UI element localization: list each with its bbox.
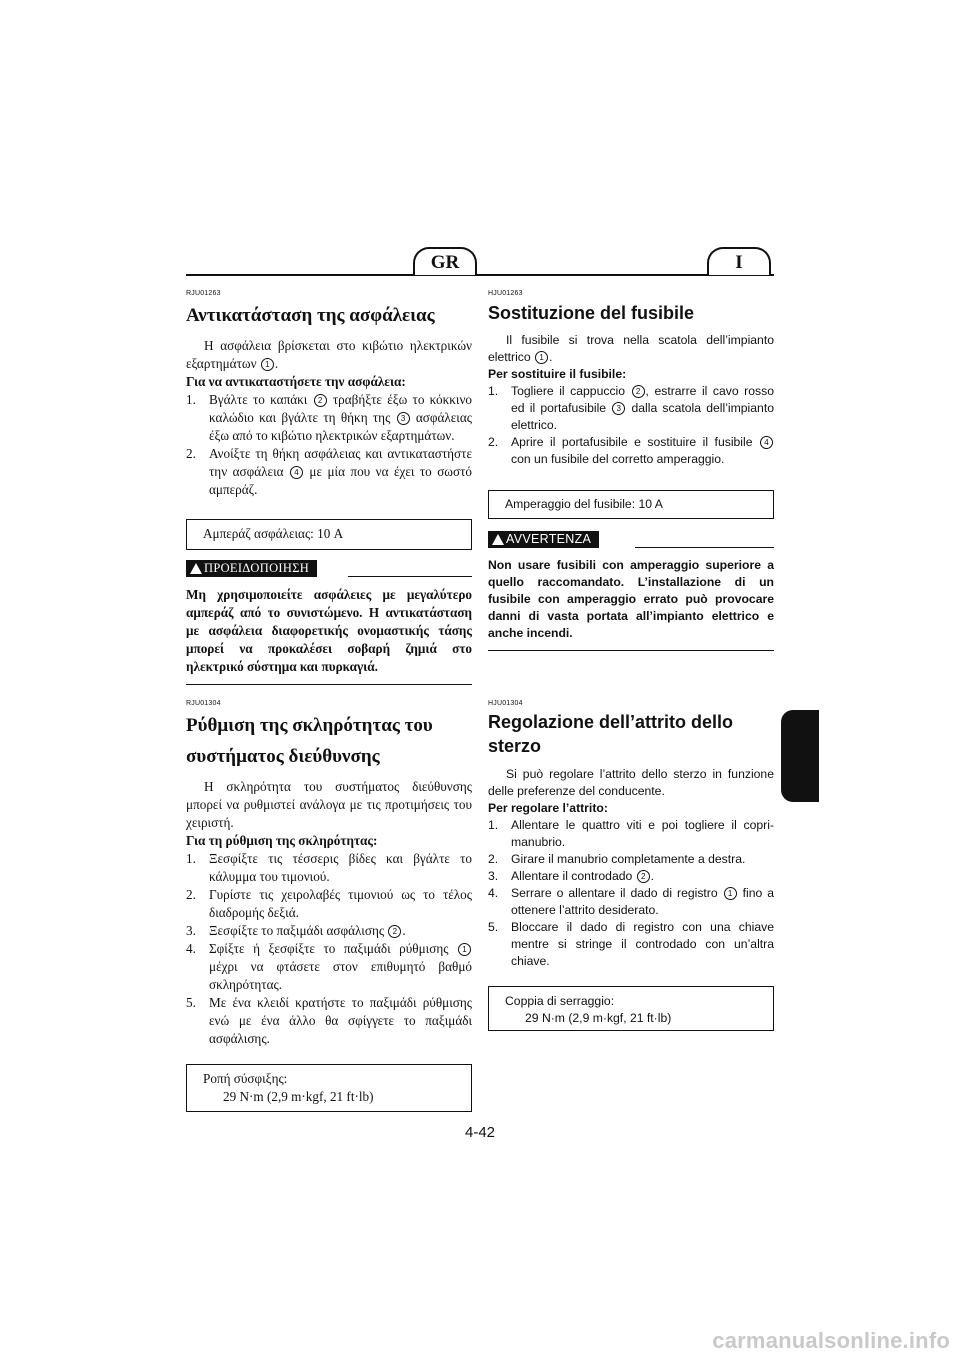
callout-ref: 3	[612, 402, 625, 415]
warning-label: AVVERTENZA	[488, 531, 599, 548]
warning-text: Non usare fusibili con amperaggio superiore a quello raccomandato. L’installazione di un fusibile con amperaggio errato può provocare danni di vasta portata all’impianto elettrico e anche incendi.	[488, 558, 774, 640]
warning-header	[186, 560, 472, 578]
spec-box: Coppia di serraggio: 29 N·m (2,9 m·kgf, 21 ft·lb)	[488, 986, 774, 1031]
it-fuse-section	[488, 290, 774, 651]
spec-box: Αμπεράζ ασφάλειας: 10 A	[186, 519, 472, 550]
intro-paragraph: Η ασφάλεια βρίσκεται στο κιβώτιο ηλεκτρικών εξαρτημάτων 1 .	[186, 338, 472, 371]
list-item: 2. Ανοίξτε τη θήκη ασφάλειας και αντικαταστήστε την ασφάλεια 4 με μία που να έχει το σωστό αμπεράζ.	[186, 446, 472, 497]
callout-ref: 1	[458, 943, 471, 956]
list-item: 1. Togliere il cappuccio 2 , estrarre il cavo rosso ed il portafusibile 3 dalla scatola dell’impianto elettrico.	[488, 384, 774, 432]
step-list	[186, 850, 472, 1048]
watermark: carmanualsonline.info	[712, 1328, 950, 1353]
list-item: 2. Aprire il portafusibile e sostituire il fusibile 4 con un fusibile del corretto amperaggio.	[488, 434, 774, 468]
callout-ref: 1	[261, 358, 274, 371]
spec-box: Amperaggio del fusibile: 10 A	[488, 490, 774, 519]
spec-box: Ροπή σύσφιξης: 29 N·m (2,9 m·kgf, 21 ft·lb)	[186, 1064, 472, 1112]
callout-ref: 2	[388, 925, 401, 938]
callout-ref: 3	[397, 412, 410, 425]
language-tab-italian: I	[707, 247, 771, 275]
list-item: 5. Bloccare il dado di registro con una chiave mentre si stringe il controdado con un’altra chiave.	[488, 920, 774, 968]
callout-ref: 4	[290, 466, 303, 479]
list-item: 4. Σφίξτε ή ξεσφίξτε το παξιμάδι ρύθμισης 1 μέχρι να φτάσετε στον επιθυμητό βαθμό σκληρότητας.	[186, 941, 472, 992]
list-item: 2. Girare il manubrio completamente a destra.	[488, 852, 746, 866]
callout-ref: 2	[632, 385, 645, 398]
procedure-subhead: Για τη ρύθμιση της σκληρότητας:	[186, 833, 378, 848]
language-tab-greek: GR	[413, 247, 477, 275]
header-rule	[186, 274, 774, 276]
warning-end-rule	[488, 650, 774, 651]
intro-paragraph: Si può regolare l’attrito dello sterzo in funzione delle preferenze del conducente.	[488, 767, 774, 798]
section-code: RJU01304	[186, 700, 221, 707]
intro-paragraph: Η σκληρότητα του συστήματος διεύθυνσης μπορεί να ρυθμιστεί ανάλογα με τις προτιμήσεις του χειριστή.	[186, 779, 472, 830]
warning-text: Μη χρησιμοποιείτε ασφάλειες με μεγαλύτερο αμπεράζ από το συνιστώμενο. Η αντικατάσταση με ασφάλεια διαφορετικής ονομαστικής τάσης μπορεί να προκαλέσει σοβαρή ζημιά στο ηλεκτρικό σύστημα και πυρκαγιά.	[186, 587, 472, 674]
callout-ref: 2	[637, 870, 650, 883]
list-item: 2. Γυρίστε τις χειρολαβές τιμονιού ως το τέλος διαδρομής δεξιά.	[186, 887, 472, 920]
section-title: Ρύθμιση της σκληρότητας του συστήματος διεύθυνσης	[186, 715, 433, 767]
it-steering-section	[488, 700, 774, 1031]
list-item: 3. Allentare il controdado 2 .	[488, 869, 655, 883]
list-item: 3. Ξεσφίξτε το παξιμάδι ασφάλισης 2 .	[186, 923, 406, 938]
callout-ref: 1	[724, 887, 737, 900]
section-code: HJU01304	[488, 700, 523, 707]
callout-ref: 2	[314, 394, 327, 407]
step-list	[488, 383, 774, 468]
warning-triangle-icon	[492, 534, 504, 545]
list-item: 1. Βγάλτε το καπάκι 2 τραβήξτε έξω το κόκκινο καλώδιο και βγάλτε τη θήκη της 3 ασφάλειας έξω από το κιβώτιο ηλεκτρικών εξαρτημάτων.	[186, 392, 473, 443]
chapter-thumb-tab	[781, 710, 819, 802]
section-title: Regolazione dell’attrito dello sterzo	[488, 712, 734, 756]
intro-paragraph: Il fusibile si trova nella scatola dell’impianto elettrico 1 .	[488, 333, 774, 364]
gr-fuse-section	[186, 290, 472, 685]
list-item: 4. Serrare o allentare il dado di registro 1 fino a ottenere l’attrito desiderato.	[488, 886, 774, 917]
procedure-subhead: Per sostituire il fusibile:	[488, 367, 627, 381]
warning-header	[488, 531, 774, 549]
list-item: 5. Με ένα κλειδί κρατήστε το παξιμάδι ρύθμισης ενώ με ένα άλλο θα σφίγγετε το παξιμάδι ασφάλισης.	[186, 995, 472, 1046]
callout-ref: 1	[535, 351, 548, 364]
section-code: HJU01263	[488, 290, 523, 297]
warning-end-rule	[186, 684, 472, 685]
section-code: RJU01263	[186, 290, 221, 297]
procedure-subhead: Per regolare l’attrito:	[488, 801, 608, 815]
list-item: 1. Allentare le quattro viti e poi togliere il copri-manubrio.	[488, 818, 774, 849]
gr-steering-section	[186, 700, 472, 1112]
list-item: 1. Ξεσφίξτε τις τέσσερις βίδες και βγάλτε το κάλυμμα του τιμονιού.	[186, 851, 472, 884]
section-title: Αντικατάσταση της ασφάλειας	[186, 305, 435, 326]
procedure-subhead: Για να αντικαταστήσετε την ασφάλεια:	[186, 374, 406, 389]
step-list	[186, 391, 472, 499]
page-number: 4-42	[464, 1124, 496, 1141]
warning-label: ΠΡΟΕΙΔΟΠΟΙΗΣΗ	[186, 560, 317, 577]
warning-triangle-icon	[190, 563, 202, 574]
section-title: Sostituzione del fusibile	[488, 303, 695, 323]
callout-ref: 4	[760, 436, 773, 449]
step-list	[488, 817, 774, 970]
